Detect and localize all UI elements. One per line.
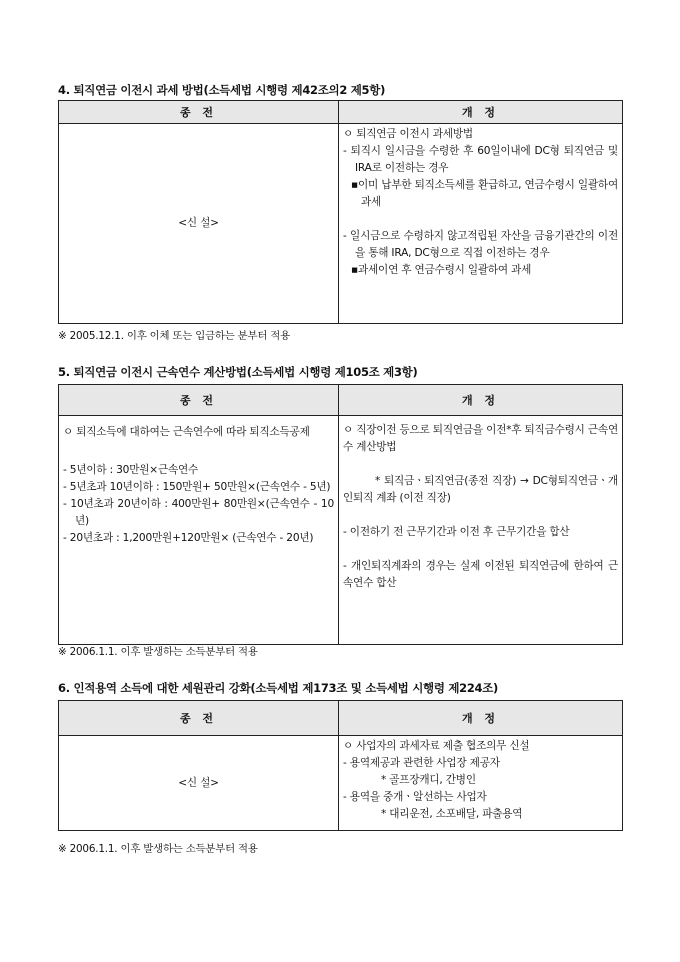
column-header-before: 종 전 <box>59 101 339 124</box>
after-line: ㅇ 직장이전 등으로 퇴직연금을 이전*후 퇴직금수령시 근속연수 계산방법 <box>343 424 618 453</box>
new-provision-label: <신 설> <box>178 217 219 229</box>
column-header-before: 종 전 <box>59 385 339 416</box>
after-line: - 이전하기 전 근무기간과 이전 후 근무기간을 합산 <box>343 526 570 538</box>
after-line: - 용역제공과 관련한 사업장 제공자 <box>343 757 500 769</box>
before-cell <box>59 416 339 645</box>
section-6-table <box>58 700 623 831</box>
section-5-table <box>58 384 623 645</box>
after-cell <box>339 124 623 324</box>
before-line: - 5년초과 10년이하 : 150만원+ 50만원×(근속연수 - 5년) <box>63 481 331 493</box>
column-header-before: 종 전 <box>59 701 339 736</box>
after-line: * 골프장캐디, 간병인 <box>381 774 476 786</box>
after-cell <box>339 416 623 645</box>
after-cell <box>339 736 623 831</box>
after-line: ▪과세이연 후 연금수령시 일괄하여 과세 <box>351 264 532 276</box>
after-line: * 대리운전, 소포배달, 파출용역 <box>381 808 523 820</box>
column-header-after: 개 정 <box>339 385 623 416</box>
after-line: - 일시금으로 수령하지 않고적립된 자산을 금융기관간의 이전을 통해 IRA, DC형으로 직접 이전하는 경우 <box>343 230 618 259</box>
before-line: - 20년초과 : 1,200만원+120만원× (근속연수 - 20년) <box>63 532 314 544</box>
before-line: ㅇ 퇴직소득에 대하여는 근속연수에 따라 퇴직소득공제 <box>63 426 310 438</box>
before-cell <box>59 736 339 831</box>
section-4-table <box>58 100 623 324</box>
after-line: ㅇ 퇴직연금 이전시 과세방법 <box>343 128 473 140</box>
before-cell <box>59 124 339 324</box>
after-line: ㅇ 사업자의 과세자료 제출 협조의무 신설 <box>343 740 530 752</box>
after-line: ▪이미 납부한 퇴직소득세를 환급하고, 연금수령시 일괄하여 과세 <box>351 179 618 208</box>
column-header-after: 개 정 <box>339 701 623 736</box>
section-5-note: ※ 2006.1.1. 이후 발생하는 소득분부터 적용 <box>58 646 258 658</box>
section-4-title: 4. 퇴직연금 이전시 과세 방법(소득세법 시행령 제42조의2 제5항) <box>58 83 386 97</box>
after-line: - 퇴직시 일시금을 수령한 후 60일이내에 DC형 퇴직연금 및 IRA로 이전하는 경우 <box>343 145 618 174</box>
after-line: * 퇴직금ㆍ퇴직연금(종전 직장) → DC형퇴직연금ㆍ개인퇴직 계좌 (이전 직장) <box>343 475 618 504</box>
column-header-after: 개 정 <box>339 101 623 124</box>
new-provision-label: <신 설> <box>178 776 219 789</box>
before-line: - 10년초과 20년이하 : 400만원+ 80만원×(근속연수 - 10년) <box>63 498 334 527</box>
before-line: - 5년이하 : 30만원×근속연수 <box>63 464 199 476</box>
section-6-title: 6. 인적용역 소득에 대한 세원관리 강화(소득세법 제173조 및 소득세법 시행령 제224조) <box>58 681 499 695</box>
section-6-note: ※ 2006.1.1. 이후 발생하는 소득분부터 적용 <box>58 843 258 855</box>
section-4-note: ※ 2005.12.1. 이후 이체 또는 입금하는 분부터 적용 <box>58 330 290 342</box>
after-line: - 용역을 중개ㆍ알선하는 사업자 <box>343 791 487 803</box>
section-5-title: 5. 퇴직연금 이전시 근속연수 계산방법(소득세법 시행령 제105조 제3항) <box>58 365 418 379</box>
after-line: - 개인퇴직계좌의 경우는 실제 이전된 퇴직연금에 한하여 근속연수 합산 <box>343 560 618 589</box>
